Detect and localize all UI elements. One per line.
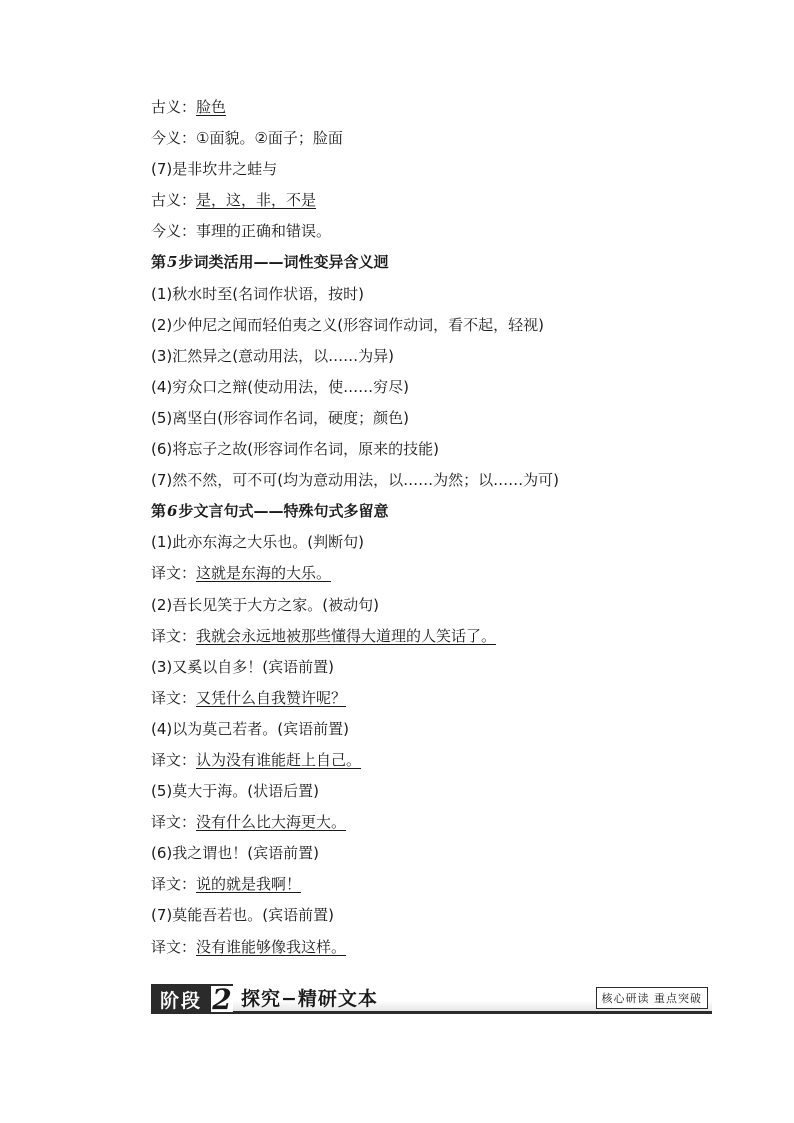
text-line bbox=[151, 158, 711, 189]
step-number: 5 bbox=[167, 253, 178, 272]
translation-line bbox=[151, 749, 711, 780]
line-text: (7)是非坎井之蛙与 bbox=[151, 160, 278, 179]
text-line bbox=[151, 189, 711, 220]
translation-label: 译文： bbox=[151, 564, 197, 583]
banner-badge: 核心研读 重点突破 bbox=[596, 987, 709, 1009]
translation-line bbox=[151, 936, 711, 967]
step-prefix: 第 bbox=[151, 502, 167, 521]
question-text: (6)我之谓也！(宾语前置) bbox=[151, 844, 319, 863]
stage-number: 2 bbox=[212, 982, 232, 1016]
translation-label: 译文： bbox=[151, 626, 197, 645]
document-body bbox=[151, 96, 711, 967]
question-line bbox=[151, 656, 711, 687]
translation-text: 我就会永远地被那些懂得大道理的人笑话了。 bbox=[196, 626, 497, 645]
line-label: 今义： bbox=[151, 129, 197, 148]
section-banner bbox=[151, 984, 712, 1014]
translation-text: 又凭什么自我赞许呢？ bbox=[196, 688, 347, 707]
translation-label: 译文： bbox=[151, 937, 197, 956]
item-text: (3)汇然异之(意动用法，以……为异) bbox=[151, 346, 394, 365]
translation-label: 译文： bbox=[151, 688, 197, 707]
banner-title-area bbox=[233, 984, 712, 1014]
line-label: 今义： bbox=[151, 222, 197, 241]
translation-label: 译文： bbox=[151, 750, 197, 769]
list-item bbox=[151, 407, 711, 438]
question-text: (3)又奚以自多！(宾语前置) bbox=[151, 657, 334, 676]
item-text: (5)离坚白(形容词作名词，硬度；颜色) bbox=[151, 408, 409, 427]
list-item bbox=[151, 438, 711, 469]
translation-label: 译文： bbox=[151, 875, 197, 894]
list-item bbox=[151, 345, 711, 376]
list-item bbox=[151, 283, 711, 314]
translation-line bbox=[151, 687, 711, 718]
translation-text: 没有什么比大海更大。 bbox=[196, 813, 347, 832]
line-text: 脸色 bbox=[196, 98, 227, 116]
line-text: 事理的正确和错误。 bbox=[196, 222, 332, 241]
step-number: 6 bbox=[167, 502, 178, 521]
banner-title: 探究−精研文本 bbox=[241, 988, 378, 1010]
item-text: (7)然不然，可不可(均为意动用法，以……为然；以……为可) bbox=[151, 471, 559, 490]
translation-text: 这就是东海的大乐。 bbox=[196, 564, 332, 583]
question-text: (7)莫能吾若也。(宾语前置) bbox=[151, 906, 334, 925]
item-text: (1)秋水时至(名词作状语，按时) bbox=[151, 284, 364, 303]
item-text: (6)将忘子之故(形容词作名词，原来的技能) bbox=[151, 440, 439, 459]
line-text: ①面貌。②面子；脸面 bbox=[196, 129, 343, 148]
text-line bbox=[151, 127, 711, 158]
item-text: (2)少仲尼之闻而轻伯夷之义(形容词作动词，看不起，轻视) bbox=[151, 315, 544, 334]
step5-heading bbox=[151, 251, 711, 282]
stage-tag: 阶段 bbox=[151, 984, 211, 1014]
text-line bbox=[151, 96, 711, 127]
list-item bbox=[151, 376, 711, 407]
question-text: (4)以为莫己若者。(宾语前置) bbox=[151, 719, 349, 738]
translation-label: 译文： bbox=[151, 813, 197, 832]
line-label: 古义： bbox=[151, 98, 197, 116]
translation-text: 没有谁能够像我这样。 bbox=[196, 937, 347, 956]
question-line bbox=[151, 531, 711, 562]
question-line bbox=[151, 780, 711, 811]
question-line bbox=[151, 904, 711, 935]
question-text: (1)此亦东海之大乐也。(判断句) bbox=[151, 533, 364, 552]
question-line bbox=[151, 842, 711, 873]
translation-line bbox=[151, 873, 711, 904]
question-text: (2)吾长见笑于大方之家。(被动句) bbox=[151, 595, 379, 614]
question-line bbox=[151, 594, 711, 625]
translation-line bbox=[151, 625, 711, 656]
step-prefix: 第 bbox=[151, 253, 167, 272]
translation-line bbox=[151, 562, 711, 593]
line-text: 是，这，非，不是 bbox=[196, 191, 317, 210]
list-item bbox=[151, 469, 711, 500]
list-item bbox=[151, 314, 711, 345]
text-line bbox=[151, 220, 711, 251]
step-title: 步词类活用——词性变异含义迥 bbox=[178, 253, 389, 272]
step6-heading bbox=[151, 500, 711, 531]
translation-line bbox=[151, 811, 711, 842]
translation-text: 认为没有谁能赶上自己。 bbox=[196, 750, 362, 769]
step-title: 步文言句式——特殊句式多留意 bbox=[178, 502, 389, 521]
translation-text: 说的就是我啊！ bbox=[196, 875, 302, 894]
question-text: (5)莫大于海。(状语后置) bbox=[151, 782, 319, 801]
item-text: (4)穷众口之辩(使动用法，使……穷尽) bbox=[151, 377, 409, 396]
line-label: 古义： bbox=[151, 191, 197, 210]
question-line bbox=[151, 718, 711, 749]
